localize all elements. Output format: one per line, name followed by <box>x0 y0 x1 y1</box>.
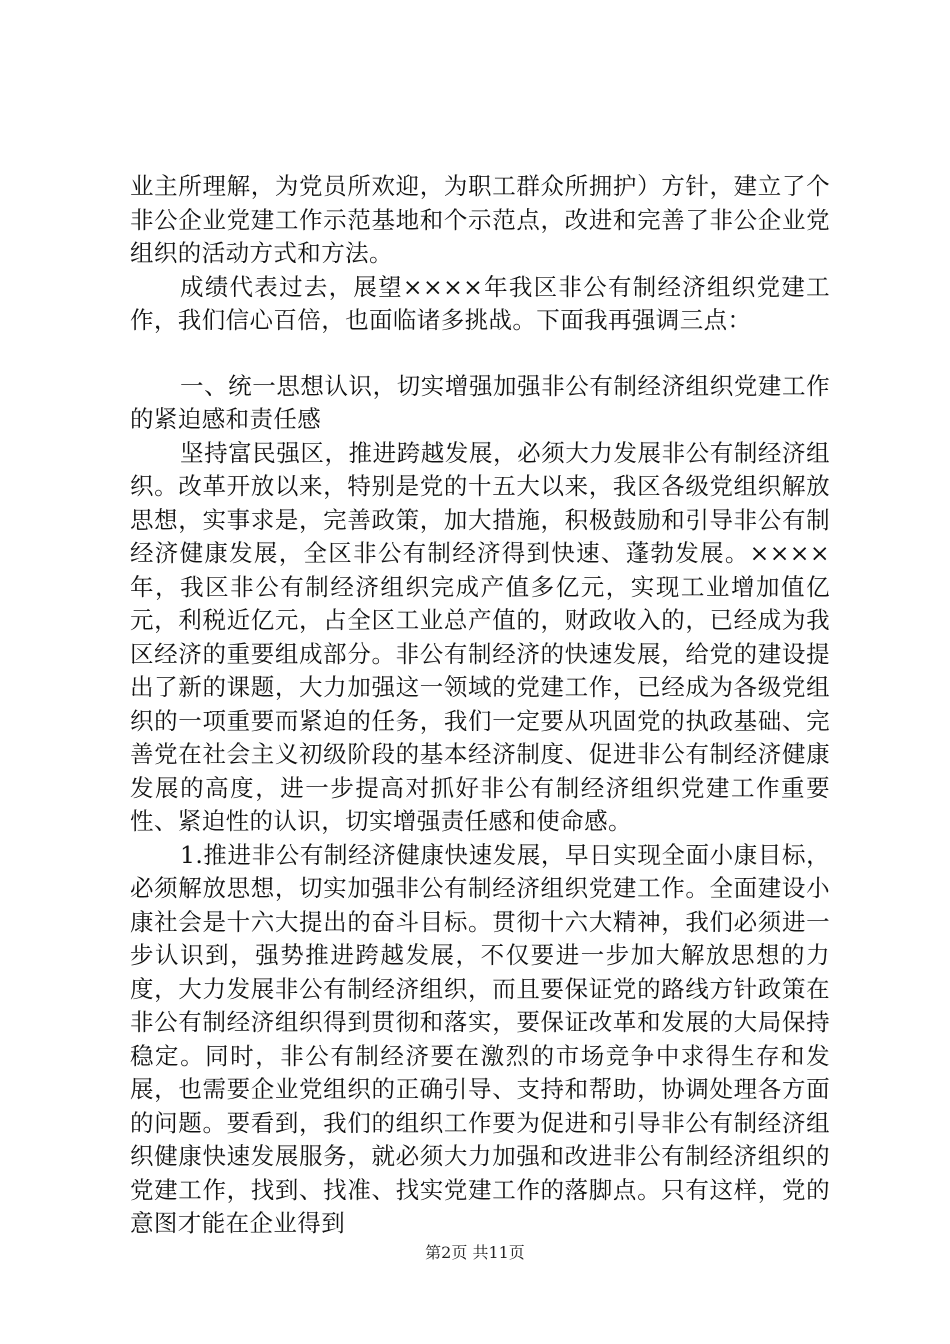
section-heading-one: 一、统一思想认识，切实增强加强非公有制经济组织党建工作的紧迫感和责任感 <box>130 371 830 433</box>
page-number-footer: 第2页 共11页 <box>425 1243 525 1262</box>
paragraph-development: 坚持富民强区，推进跨越发展，必须大力发展非公有制经济组织。改革开放以来，特别是党的十五大以来，我区各级党组织解放思想，实事求是，完善政策，加大措施，积极鼓励和引导非公有制经济健康发展，全区非公有制经济得到快速、蓬勃发展。××××年，我区非公有制经济组织完成产值多亿元，实现工业增加值亿元，利税近亿元，占全区工业总产值的，财政收入的，已经成为我区经济的重要组成部分。非公有制经济的快速发展，给党的建设提出了新的课题，大力加强这一领域的党建工作，已经成为各级党组织的一项重要而紧迫的任务，我们一定要从巩固党的执政基础、完善党在社会主义初级阶段的基本经济制度、促进非公有制经济健康发展的高度，进一步提高对抓好非公有制经济组织党建工作重要性、紧迫性的认识，切实增强责任感和使命感。 <box>130 438 830 835</box>
paragraph-gap <box>130 338 830 370</box>
paragraph-outlook: 成绩代表过去，展望××××年我区非公有制经济组织党建工作，我们信心百倍，也面临诸多挑战。下面我再强调三点： <box>130 272 830 334</box>
paragraph-point-one: 1.推进非公有制经济健康快速发展，早日实现全面小康目标，必须解放思想，切实加强非公有制经济组织党建工作。全面建设小康社会是十六大提出的奋斗目标。贯彻十六大精神，我们必须进一步认识到，强势推进跨越发展，不仅要进一步加大解放思想的力度，大力发展非公有制经济组织，而且要保证党的路线方针政策在非公有制经济组织得到贯彻和落实，要保证改革和发展的大局保持稳定。同时，非公有制经济要在激烈的市场竞争中求得生存和发展，也需要企业党组织的正确引导、支持和帮助，协调处理各方面的问题。要看到，我们的组织工作要为促进和引导非公有制经济组织健康快速发展服务，就必须大力加强和改进非公有制经济组织的党建工作，找到、找准、找实党建工作的落脚点。只有这样，党的意图才能在企业得到 <box>130 840 830 1237</box>
document-body <box>130 170 830 1241</box>
paragraph-continuation: 业主所理解，为党员所欢迎，为职工群众所拥护）方针，建立了个非公企业党建工作示范基地和个示范点，改进和完善了非公企业党组织的活动方式和方法。 <box>130 172 830 267</box>
